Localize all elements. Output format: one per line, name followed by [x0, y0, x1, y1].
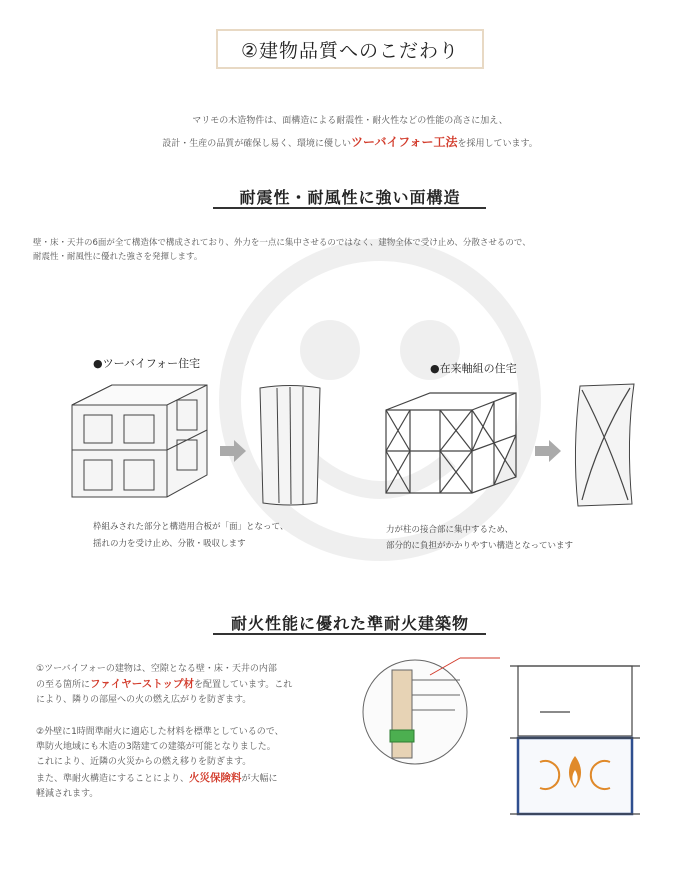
fire-p3-line-1 [36, 771, 366, 787]
fire-p1-line-2-pre: の至る箇所に [36, 680, 91, 690]
fire-p1-line-2 [36, 677, 366, 693]
fire-p3-line-1-post: が大幅に [241, 774, 278, 784]
arrow-right-icon-2 [535, 440, 561, 462]
fire-paragraph-2 [36, 725, 366, 770]
section-1-body-1: 壁・床・天井の6面が全て構造体で構成されており、外力を一点に集中させるのではなく、建物全体で受け止め、分散させるので、 [33, 238, 531, 248]
firestop-highlight: ファイヤーストップ材 [90, 678, 194, 690]
intro-highlight: ツーバイフォー工法 [351, 135, 458, 149]
two-by-four-house-icon [62, 375, 222, 505]
section-2-title: 耐火性能に優れた準耐火建築物 [230, 614, 469, 633]
intro-line-2 [0, 133, 700, 150]
section-1-title: 耐震性・耐風性に強い面構造 [239, 188, 461, 207]
fire-p2-line-2: 準防火地域にも木造の3階建ての建築が可能となりました。 [36, 742, 276, 752]
fire-p3-line-2: 軽減されます。 [36, 789, 99, 799]
conventional-frame-house-icon [380, 385, 522, 495]
fire-compartment-diagram-icon [510, 660, 640, 830]
fire-paragraph-1 [36, 662, 366, 708]
fire-paragraph-3 [36, 771, 366, 802]
conventional-caption-2: 部分的に負担がかかりやすい構造となっています [386, 541, 574, 551]
two-by-four-caption-2: 揺れの力を受け止め、分散・吸収します [93, 539, 246, 549]
conventional-caption-1: 力が柱の接合部に集中するため、 [386, 525, 514, 535]
insurance-highlight: 火災保険料 [189, 772, 242, 784]
conventional-label: ●在来軸組の住宅 [430, 362, 517, 375]
conventional-deformed-wall-icon [568, 380, 640, 510]
fire-p2-line-1: ②外壁に1時間準耐火に適応した材料を標準としているので、 [36, 727, 284, 737]
intro-line-1: マリモの木造物件は、面構造による耐震性・耐火性などの性能の高さに加え、 [192, 116, 508, 126]
intro-line-2-pre: 設計・生産の品質が確保し易く、環境に優しい [162, 139, 352, 149]
fire-p1-line-3: により、隣りの部屋への火の燃え広がりを防ぎます。 [36, 695, 252, 705]
fire-p1-line-2-post: を配置しています。これ [193, 680, 293, 690]
two-by-four-label: ●ツーバイフォー住宅 [93, 357, 201, 370]
two-by-four-caption-1: 枠組みされた部分と構造用合板が「面」となって、 [93, 522, 289, 532]
arrow-right-icon [220, 440, 246, 462]
fire-p2-line-3: これにより、近隣の火災からの燃え移りを防ぎます。 [36, 757, 252, 767]
intro-line-2-post: を採用しています。 [457, 139, 538, 149]
section-1-underline [213, 207, 486, 209]
section-1-body-2: 耐震性・耐風性に優れた強さを発揮します。 [33, 252, 203, 262]
fire-p1-line-1: ①ツーバイフォーの建物は、空隙となる壁・床・天井の内部 [36, 664, 277, 674]
firestop-detail-icon [360, 650, 510, 775]
section-2-underline [213, 633, 486, 635]
two-by-four-wall-panel-icon [255, 383, 325, 508]
fire-p3-line-1-pre: また、準耐火構造にすることにより、 [36, 774, 190, 784]
page-title: ②建物品質へのこだわり [216, 29, 484, 69]
